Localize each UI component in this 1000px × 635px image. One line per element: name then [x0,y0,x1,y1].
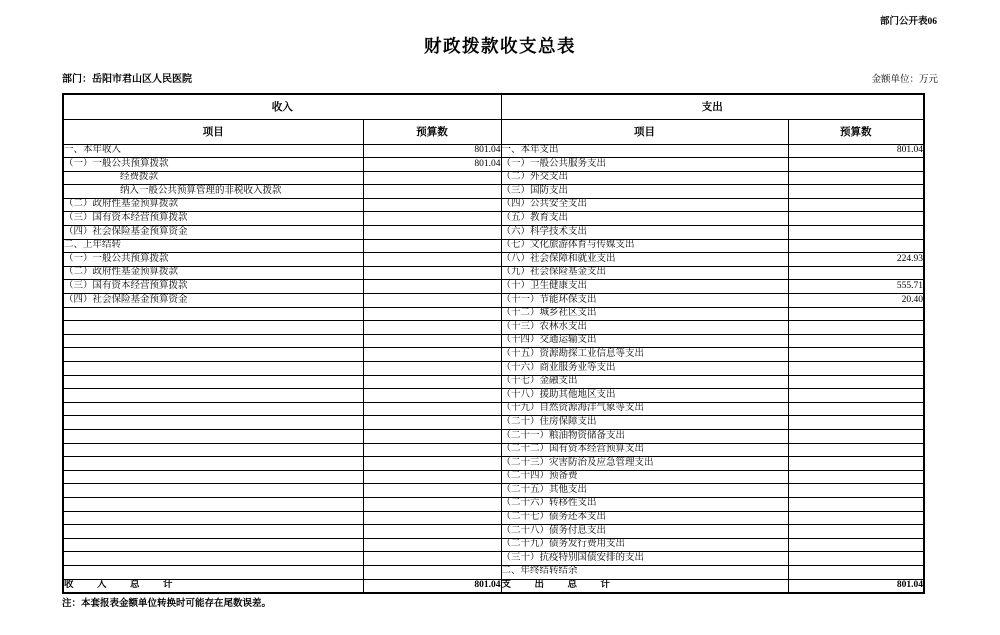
table-row [63,484,924,498]
expense-item-cell: （十七）金融支出 [501,375,788,389]
expense-item-cell: （七）文化旅游体育与传媒支出 [501,239,788,253]
expense-value-cell [788,525,924,539]
expense-value-cell [788,198,924,212]
income-value-cell [363,253,501,267]
income-item-cell: （四）社会保险基金预算资金 [63,294,363,308]
income-value-cell [363,280,501,294]
income-item-cell [63,497,363,511]
expense-item-col-header: 项目 [501,119,788,144]
table-row [63,416,924,430]
budget-table [62,93,925,594]
income-item-cell [63,362,363,376]
expense-item-cell: （一）一般公共服务支出 [501,158,788,172]
expense-item-cell: （十五）资源勘探工业信息等支出 [501,348,788,362]
income-value-cell [363,402,501,416]
expense-value-cell [788,511,924,525]
expense-item-cell: （二十五）其他支出 [501,484,788,498]
expense-value-cell [788,158,924,172]
income-value-cell [363,511,501,525]
table-row [63,144,924,158]
table-row [63,307,924,321]
income-value-cell [363,565,501,579]
table-row [63,565,924,579]
table-row [63,375,924,389]
expense-value-cell [788,266,924,280]
income-item-cell [63,484,363,498]
income-value-cell [363,348,501,362]
income-value-cell [363,457,501,471]
table-row [63,402,924,416]
income-item-cell [63,552,363,566]
footnote: 注：本套报表金额单位转换时可能存在尾数误差。 [62,599,272,609]
income-item-cell: 一、本年收入 [63,144,363,158]
expense-value-cell [788,171,924,185]
income-value-cell [363,525,501,539]
expense-item-cell: （十六）商业服务业等支出 [501,362,788,376]
table-row [63,171,924,185]
income-value-cell [363,362,501,376]
table-row [63,362,924,376]
table-row [63,158,924,172]
income-item-cell: 经费拨款 [63,171,363,185]
expense-item-cell: （二十九）债务发行费用支出 [501,538,788,552]
income-section-header: 收入 [63,94,501,119]
table-row [63,334,924,348]
income-value-cell [363,429,501,443]
expense-item-cell: （二）外交支出 [501,171,788,185]
table-row [63,429,924,443]
table-row [63,511,924,525]
expense-value-cell [788,185,924,199]
expense-item-cell: （五）教育支出 [501,212,788,226]
expense-item-cell: （二十四）预备费 [501,470,788,484]
expense-item-cell: （三十）抗疫特别国债安排的支出 [501,552,788,566]
expense-value-cell [788,416,924,430]
income-item-cell [63,457,363,471]
income-value-cell [363,334,501,348]
expense-value-cell: 20.40 [788,294,924,308]
income-value-cell: 801.04 [363,158,501,172]
expense-value-cell [788,538,924,552]
expense-value-cell [788,226,924,240]
expense-value-cell: 801.04 [788,144,924,158]
expense-item-cell: （六）科学技术支出 [501,226,788,240]
expense-item-cell: （十九）自然资源海洋气象等支出 [501,402,788,416]
income-item-cell [63,334,363,348]
income-item-cell [63,538,363,552]
income-total-label: 收 入 总 计 [63,579,363,593]
expense-item-cell: （二十三）灾害防治及应急管理支出 [501,457,788,471]
expense-item-cell: （十）卫生健康支出 [501,280,788,294]
income-item-cell: 二、上年结转 [63,239,363,253]
income-item-cell: （二）政府性基金预算拨款 [63,266,363,280]
table-row [63,497,924,511]
expense-item-cell: （四）公共安全支出 [501,198,788,212]
expense-value-cell: 555.71 [788,280,924,294]
expense-value-cell [788,497,924,511]
income-item-cell [63,443,363,457]
expense-value-cell [788,470,924,484]
expense-value-cell [788,389,924,403]
expense-value-cell [788,565,924,579]
total-row [63,579,924,593]
table-row [63,538,924,552]
income-item-cell [63,375,363,389]
section-header-row [63,94,924,119]
income-item-cell [63,402,363,416]
income-value-cell [363,307,501,321]
expense-item-cell: （十四）交通运输支出 [501,334,788,348]
table-row [63,457,924,471]
doc-code: 部门公开表06 [879,17,937,27]
income-item-cell [63,416,363,430]
table-row [63,253,924,267]
table-row [63,525,924,539]
expense-value-cell [788,334,924,348]
income-item-cell [63,348,363,362]
expense-value-cell [788,348,924,362]
expense-item-cell: （十三）农林水支出 [501,321,788,335]
column-header-row [63,119,924,144]
expense-value-cell [788,443,924,457]
expense-value-cell [788,239,924,253]
income-value-cell [363,294,501,308]
income-item-cell: （二）政府性基金预算拨款 [63,198,363,212]
table-row [63,198,924,212]
income-item-cell: （一）一般公共预算拨款 [63,158,363,172]
income-item-cell [63,321,363,335]
expense-value-cell [788,429,924,443]
expense-item-cell: （二十七）债务还本支出 [501,511,788,525]
expense-value-cell [788,552,924,566]
income-value-cell [363,171,501,185]
table-row [63,280,924,294]
expense-item-cell: （八）社会保障和就业支出 [501,253,788,267]
income-item-cell [63,511,363,525]
income-item-cell: （三）国有资本经营预算拨款 [63,280,363,294]
table-row [63,226,924,240]
expense-value-cell [788,362,924,376]
income-value-cell [363,470,501,484]
income-value-cell [363,389,501,403]
expense-value-cell [788,307,924,321]
expense-item-cell: 二、年终结转结余 [501,565,788,579]
table-row [63,212,924,226]
expense-budget-col-header: 预算数 [788,119,924,144]
income-value-cell [363,266,501,280]
expense-item-cell: （二十）住房保障支出 [501,416,788,430]
expense-item-cell: （十二）城乡社区支出 [501,307,788,321]
income-item-cell: （三）国有资本经营预算拨款 [63,212,363,226]
income-item-cell [63,389,363,403]
expense-section-header: 支出 [501,94,924,119]
table-row [63,321,924,335]
income-value-cell [363,321,501,335]
table-row [63,470,924,484]
income-value-cell [363,375,501,389]
income-total-value: 801.04 [363,579,501,593]
income-item-col-header: 项目 [63,119,363,144]
income-item-cell: 纳入一般公共预算管理的非税收入拨款 [63,185,363,199]
income-value-cell [363,212,501,226]
table-row [63,266,924,280]
income-item-cell [63,470,363,484]
income-value-cell [363,226,501,240]
expense-value-cell [788,402,924,416]
expense-item-cell: （十八）援助其他地区支出 [501,389,788,403]
expense-value-cell [788,321,924,335]
expense-value-cell [788,457,924,471]
expense-item-cell: （二十一）粮油物资储备支出 [501,429,788,443]
income-value-cell: 801.04 [363,144,501,158]
expense-value-cell: 224.93 [788,253,924,267]
expense-item-cell: （二十八）债务付息支出 [501,525,788,539]
income-value-cell [363,538,501,552]
table-row [63,294,924,308]
income-item-cell [63,525,363,539]
income-item-cell: （一）一般公共预算拨款 [63,253,363,267]
income-value-cell [363,198,501,212]
income-item-cell [63,565,363,579]
income-value-cell [363,484,501,498]
meta-row [62,70,938,85]
expense-value-cell [788,484,924,498]
income-value-cell [363,416,501,430]
income-item-cell [63,307,363,321]
income-budget-col-header: 预算数 [363,119,501,144]
expense-item-cell: （九）社会保险基金支出 [501,266,788,280]
table-row [63,348,924,362]
expense-item-cell: （三）国防支出 [501,185,788,199]
income-value-cell [363,552,501,566]
unit-label: 金额单位：万元 [871,75,938,85]
income-value-cell [363,239,501,253]
expense-item-cell: （十一）节能环保支出 [501,294,788,308]
income-value-cell [363,497,501,511]
expense-value-cell [788,375,924,389]
page-title: 财政拨款收支总表 [424,36,576,56]
expense-item-cell: （二十六）转移性支出 [501,497,788,511]
income-item-cell [63,429,363,443]
table-row [63,389,924,403]
table-row [63,552,924,566]
expense-total-label: 支 出 总 计 [501,579,788,593]
expense-item-cell: 一、本年支出 [501,144,788,158]
table-row [63,239,924,253]
table-body [63,144,924,579]
expense-value-cell [788,212,924,226]
table-row [63,185,924,199]
expense-item-cell: （二十二）国有资本经营预算支出 [501,443,788,457]
income-value-cell [363,443,501,457]
table-row [63,443,924,457]
department-label: 部门：岳阳市君山区人民医院 [62,74,192,85]
income-value-cell [363,185,501,199]
income-item-cell: （四）社会保险基金预算资金 [63,226,363,240]
expense-total-value: 801.04 [788,579,924,593]
